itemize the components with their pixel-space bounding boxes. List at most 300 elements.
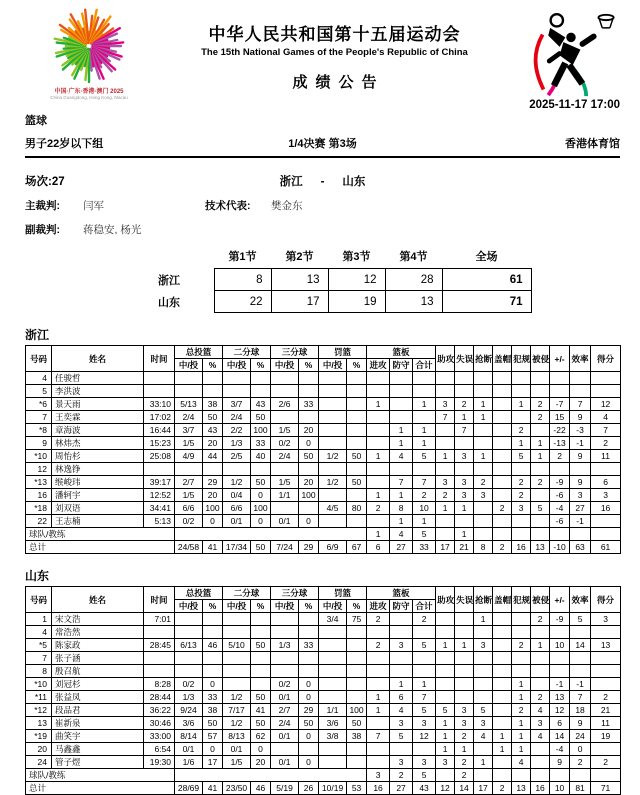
stat-cell: 2	[455, 756, 474, 769]
stat-cell: 57	[203, 730, 223, 743]
stat-cell	[347, 372, 367, 385]
stat-cell	[144, 372, 175, 385]
stat-cell: 7	[413, 691, 436, 704]
stat-cell: 46	[203, 639, 223, 652]
stat-cell: -13	[550, 437, 570, 450]
stats-col-header: +/-	[550, 587, 570, 613]
stat-cell: 3	[436, 756, 455, 769]
stat-cell	[271, 463, 299, 476]
player-row	[26, 411, 621, 424]
stat-cell: 3/6	[319, 717, 347, 730]
stat-cell: 5/19	[271, 782, 299, 795]
stats-col-header: 三分球	[271, 346, 319, 359]
stat-cell: 100	[347, 704, 367, 717]
player-row	[26, 502, 621, 515]
stat-cell	[299, 502, 319, 515]
stats-col-header: 被侵	[531, 346, 550, 372]
player-row	[26, 639, 621, 652]
stat-cell	[319, 489, 347, 502]
stat-cell: 6/6	[223, 502, 251, 515]
stat-cell: 36:22	[144, 704, 175, 717]
stat-cell: 0/1	[223, 743, 251, 756]
stat-cell	[474, 691, 493, 704]
stat-cell: -10	[550, 541, 570, 554]
stat-cell	[493, 639, 512, 652]
stat-cell: 11	[591, 717, 621, 730]
stat-cell: 3	[436, 398, 455, 411]
stat-cell	[474, 372, 493, 385]
stat-cell: 0/1	[271, 691, 299, 704]
stat-cell: 张益凤	[52, 691, 144, 704]
stat-cell: -6	[550, 489, 570, 502]
stat-cell	[390, 613, 413, 626]
stat-cell: 1/5	[175, 437, 203, 450]
stat-cell: 20	[251, 756, 271, 769]
stats-col-header: 罚篮	[319, 587, 367, 600]
stat-cell: 6/6	[175, 502, 203, 515]
stat-cell: 2	[367, 502, 390, 515]
player-row	[26, 756, 621, 769]
stat-cell: 1	[390, 489, 413, 502]
stat-cell	[319, 626, 347, 639]
stat-cell: 20	[299, 476, 319, 489]
stat-cell: *5	[26, 639, 52, 652]
stat-cell: 5	[390, 730, 413, 743]
stat-cell: 刘双语	[52, 502, 144, 515]
stat-cell: 50	[251, 476, 271, 489]
stat-cell	[367, 437, 390, 450]
stats-col-header: 失误	[455, 587, 474, 613]
stat-cell: 3	[474, 639, 493, 652]
stat-cell: 50	[203, 411, 223, 424]
stat-cell: 1	[474, 756, 493, 769]
stat-cell: 张子涵	[52, 652, 144, 665]
stat-cell: *19	[26, 730, 52, 743]
stat-cell: 1	[367, 528, 390, 541]
stat-cell: 2/5	[223, 450, 251, 463]
stat-cell: -1	[570, 437, 591, 450]
stat-cell: 12	[26, 463, 52, 476]
title-block	[153, 8, 516, 92]
stat-cell	[347, 437, 367, 450]
stat-cell	[455, 385, 474, 398]
stat-cell	[271, 385, 299, 398]
quarter-score-cell: 17	[271, 291, 328, 313]
stat-cell: 2	[531, 691, 550, 704]
stat-cell: 管子煜	[52, 756, 144, 769]
stat-cell	[251, 626, 271, 639]
stats-col-header: %	[203, 600, 223, 613]
stat-cell	[550, 385, 570, 398]
stat-cell: 3	[413, 717, 436, 730]
stat-cell	[251, 665, 271, 678]
stat-cell	[251, 372, 271, 385]
tech-delegate-label: 技术代表:	[205, 200, 251, 212]
sport-pictogram-block	[516, 8, 620, 103]
quarter-score-cell: 22	[214, 291, 271, 313]
stat-cell: -4	[550, 502, 570, 515]
stat-cell: 1/2	[223, 691, 251, 704]
stat-cell: 2/4	[223, 411, 251, 424]
stat-cell: 43	[251, 398, 271, 411]
stat-cell: 1/5	[271, 424, 299, 437]
stat-cell: 29	[203, 476, 223, 489]
stat-cell	[319, 411, 347, 424]
stat-cell	[175, 528, 367, 541]
stat-cell: 1	[474, 411, 493, 424]
quarter-col-header: 全场	[475, 251, 498, 263]
stat-cell	[436, 515, 455, 528]
stat-cell	[570, 665, 591, 678]
stat-cell: 1/5	[175, 489, 203, 502]
quarter-col-header: 第3节	[342, 251, 371, 263]
stat-cell	[474, 769, 493, 782]
stat-cell: 1	[390, 424, 413, 437]
stat-cell: 81	[570, 782, 591, 795]
stat-cell	[493, 613, 512, 626]
stat-cell	[550, 463, 570, 476]
stat-cell: 1	[474, 398, 493, 411]
stats-col-header: 中/投	[223, 600, 251, 613]
stat-cell: 53	[347, 782, 367, 795]
quarter-col-header: 第1节	[228, 251, 257, 263]
stat-cell	[531, 678, 550, 691]
stat-cell: 2/4	[271, 450, 299, 463]
stat-cell	[271, 613, 299, 626]
stat-cell: -4	[550, 743, 570, 756]
stat-cell: 1/1	[319, 704, 347, 717]
stats-col-header: 犯规	[512, 587, 531, 613]
quarter-header-row	[158, 247, 531, 269]
stat-cell: 1/6	[175, 756, 203, 769]
player-row	[26, 730, 621, 743]
stats-col-header: 姓名	[52, 346, 144, 372]
stat-cell	[493, 717, 512, 730]
stat-cell	[271, 372, 299, 385]
stat-cell: 100	[251, 502, 271, 515]
stat-cell	[175, 385, 203, 398]
stat-cell: 10	[550, 782, 570, 795]
stat-cell: 4	[531, 730, 550, 743]
stat-cell: 5	[413, 639, 436, 652]
home-team-name: 浙江	[279, 176, 303, 188]
stat-cell: 23/50	[223, 782, 251, 795]
stat-cell: 38	[203, 398, 223, 411]
stat-cell	[474, 463, 493, 476]
stat-cell: 26	[299, 782, 319, 795]
stat-cell	[390, 652, 413, 665]
stat-cell: -1	[570, 678, 591, 691]
stat-cell: 24/58	[175, 541, 203, 554]
stat-cell: 14	[570, 639, 591, 652]
stat-cell: 0/1	[223, 515, 251, 528]
stat-cell: 1	[26, 613, 52, 626]
stats-col-header: 抢断	[474, 587, 493, 613]
stat-cell	[223, 626, 251, 639]
quarter-score-cell: 61	[442, 269, 531, 291]
stats-col-header: 总投篮	[175, 587, 223, 600]
stat-cell: 潘轲宇	[52, 489, 144, 502]
stat-cell: 1	[436, 717, 455, 730]
player-row	[26, 678, 621, 691]
stat-cell: *10	[26, 450, 52, 463]
stat-cell: 0/1	[271, 756, 299, 769]
stat-cell: 0/2	[271, 678, 299, 691]
stat-cell: 2/4	[271, 717, 299, 730]
stats-header-row-1	[26, 346, 621, 359]
stat-cell	[347, 678, 367, 691]
stat-cell: 7	[26, 411, 52, 424]
bulletin-title: 成绩公告	[292, 74, 385, 91]
stats-table-zhejiang	[25, 345, 621, 554]
stat-cell: 10	[413, 502, 436, 515]
stat-cell	[512, 528, 531, 541]
stat-cell: 林炜杰	[52, 437, 144, 450]
stat-cell	[319, 652, 347, 665]
stat-cell: 1	[512, 678, 531, 691]
stat-cell	[367, 756, 390, 769]
stat-cell: 12	[413, 730, 436, 743]
stat-cell	[319, 463, 347, 476]
stat-cell: 1	[367, 691, 390, 704]
stat-cell: 0	[203, 678, 223, 691]
stat-cell: 2	[570, 756, 591, 769]
player-row	[26, 450, 621, 463]
stat-cell	[347, 743, 367, 756]
stat-cell: 1	[367, 489, 390, 502]
stats-col-header: 篮板	[367, 346, 436, 359]
stat-cell	[512, 515, 531, 528]
stat-cell	[203, 613, 223, 626]
stat-cell: 2	[413, 613, 436, 626]
stat-cell: 38	[347, 730, 367, 743]
stat-cell: 13	[550, 691, 570, 704]
stat-cell	[223, 463, 251, 476]
stat-cell: 50	[251, 691, 271, 704]
stat-cell	[390, 372, 413, 385]
stat-cell	[271, 665, 299, 678]
stat-cell: 1/5	[223, 756, 251, 769]
stat-cell: 0	[251, 743, 271, 756]
stat-cell: 13	[531, 541, 550, 554]
stat-cell	[144, 385, 175, 398]
stat-cell	[175, 372, 203, 385]
stat-cell	[223, 613, 251, 626]
stat-cell: 5/10	[223, 639, 251, 652]
stat-cell: 3	[474, 717, 493, 730]
stat-cell: 2/2	[223, 424, 251, 437]
stat-cell	[436, 769, 455, 782]
stat-cell: 3	[531, 717, 550, 730]
stat-cell: 3	[436, 476, 455, 489]
stat-cell	[591, 385, 621, 398]
stat-cell: 71	[591, 782, 621, 795]
venue-label: 香港体育馆	[564, 138, 620, 150]
stat-cell: 0	[299, 678, 319, 691]
stat-cell: 王奕霖	[52, 411, 144, 424]
stat-cell: 2	[455, 730, 474, 743]
stat-cell	[436, 665, 455, 678]
stat-cell: 2/7	[175, 476, 203, 489]
stat-cell	[319, 372, 347, 385]
stat-cell: *6	[26, 398, 52, 411]
stat-cell: 21	[455, 541, 474, 554]
stat-cell: 16	[531, 782, 550, 795]
stat-cell	[550, 372, 570, 385]
stat-cell: 24	[570, 730, 591, 743]
stat-cell: 5	[413, 450, 436, 463]
player-row	[26, 665, 621, 678]
stat-cell	[570, 385, 591, 398]
stat-cell	[512, 463, 531, 476]
stat-cell: 33	[299, 398, 319, 411]
player-row	[26, 704, 621, 717]
stat-cell: 章海波	[52, 424, 144, 437]
stats-col-header: 号码	[26, 346, 52, 372]
stat-cell: 1	[531, 450, 550, 463]
stat-cell	[512, 385, 531, 398]
player-row	[26, 489, 621, 502]
stat-cell: 1	[413, 398, 436, 411]
stat-cell: 1/2	[319, 450, 347, 463]
umpire-label: 副裁判:	[25, 224, 60, 236]
stat-cell	[319, 515, 347, 528]
stat-cell: 50	[251, 639, 271, 652]
stat-cell: 1	[512, 743, 531, 756]
stat-cell: 1	[455, 528, 474, 541]
stats-col-header: 时间	[144, 587, 175, 613]
stat-cell: 1	[413, 515, 436, 528]
stat-cell	[531, 626, 550, 639]
stat-cell	[299, 613, 319, 626]
stat-cell	[175, 613, 203, 626]
stat-cell: 1/2	[223, 476, 251, 489]
quarter-score-cell: 12	[328, 269, 385, 291]
sport-label: 篮球	[25, 115, 47, 127]
stat-cell	[493, 385, 512, 398]
team-title-zhejiang: 浙江	[25, 328, 50, 342]
stat-cell: 刘冠杉	[52, 678, 144, 691]
stat-cell	[455, 463, 474, 476]
stat-cell	[367, 372, 390, 385]
stat-cell: 3	[367, 769, 390, 782]
stat-cell: 3/8	[319, 730, 347, 743]
stat-cell: 7/17	[223, 704, 251, 717]
stat-cell	[474, 678, 493, 691]
stat-cell: 30:46	[144, 717, 175, 730]
player-row	[26, 743, 621, 756]
stat-cell	[570, 372, 591, 385]
player-row	[26, 398, 621, 411]
stat-cell: 16:44	[144, 424, 175, 437]
stat-cell: 50	[347, 450, 367, 463]
stat-cell: 3/7	[223, 398, 251, 411]
stat-cell	[390, 665, 413, 678]
stat-cell: 3	[455, 704, 474, 717]
stat-cell: 75	[347, 613, 367, 626]
stat-cell: 13	[512, 782, 531, 795]
quarter-row	[158, 269, 531, 291]
stat-cell: 9	[570, 476, 591, 489]
stat-cell	[319, 437, 347, 450]
stat-cell	[347, 691, 367, 704]
stat-cell: 1	[531, 639, 550, 652]
stat-cell: -9	[550, 613, 570, 626]
stat-cell: 20	[203, 437, 223, 450]
stats-col-header: 二分球	[223, 346, 271, 359]
stats-col-header: 总投篮	[175, 346, 223, 359]
stat-cell: 李洪波	[52, 385, 144, 398]
stat-cell	[223, 372, 251, 385]
stat-cell: 50	[347, 476, 367, 489]
stat-cell	[299, 372, 319, 385]
stat-cell	[512, 652, 531, 665]
stat-cell	[550, 652, 570, 665]
stat-cell	[512, 411, 531, 424]
stat-cell: 50	[203, 717, 223, 730]
stat-cell: 10	[550, 639, 570, 652]
stats-col-header: 进攻	[367, 359, 390, 372]
stat-cell: 9/24	[175, 704, 203, 717]
stat-cell	[299, 665, 319, 678]
stat-cell: 16	[26, 489, 52, 502]
stat-cell: 1	[413, 424, 436, 437]
stat-cell: 6	[550, 717, 570, 730]
stat-cell: 12:52	[144, 489, 175, 502]
stat-cell	[144, 652, 175, 665]
stat-cell: 4/5	[319, 502, 347, 515]
stat-cell: 9	[570, 411, 591, 424]
page-header	[25, 8, 620, 103]
stat-cell	[474, 665, 493, 678]
stat-cell: 62	[251, 730, 271, 743]
stat-cell: 0	[299, 437, 319, 450]
stat-cell: 17:02	[144, 411, 175, 424]
stat-cell: 3	[591, 613, 621, 626]
stat-cell: 0	[299, 730, 319, 743]
stat-cell: *8	[26, 424, 52, 437]
stat-cell: 1/3	[223, 437, 251, 450]
stat-cell	[299, 411, 319, 424]
stat-cell: 2/4	[175, 411, 203, 424]
player-row	[26, 652, 621, 665]
stat-cell: 0	[299, 756, 319, 769]
stat-cell: 50	[251, 411, 271, 424]
stat-cell: 马鑫鑫	[52, 743, 144, 756]
umpire-row	[25, 222, 620, 237]
stat-cell	[493, 372, 512, 385]
stat-cell: 任骏哲	[52, 372, 144, 385]
stat-cell: 0/2	[175, 678, 203, 691]
stat-cell: 1/2	[319, 476, 347, 489]
stat-cell: 34:41	[144, 502, 175, 515]
umpire-names: 蒋稳安, 杨光	[83, 224, 142, 236]
stats-col-header: 得分	[591, 587, 621, 613]
stat-cell: 1	[436, 743, 455, 756]
stats-col-header: 中/投	[223, 359, 251, 372]
stat-cell: 7	[591, 424, 621, 437]
event-title-en: The 15th National Games of the People's Republic of China	[201, 47, 468, 58]
stats-col-header: 得分	[591, 346, 621, 372]
totals-label: 总计	[26, 541, 175, 554]
stat-cell: 100	[203, 502, 223, 515]
stat-cell: 崔新泉	[52, 717, 144, 730]
stat-cell: 27	[570, 502, 591, 515]
stats-col-header: 防守	[390, 359, 413, 372]
player-row	[26, 717, 621, 730]
stat-cell: 1	[512, 437, 531, 450]
stat-cell: 7	[413, 476, 436, 489]
